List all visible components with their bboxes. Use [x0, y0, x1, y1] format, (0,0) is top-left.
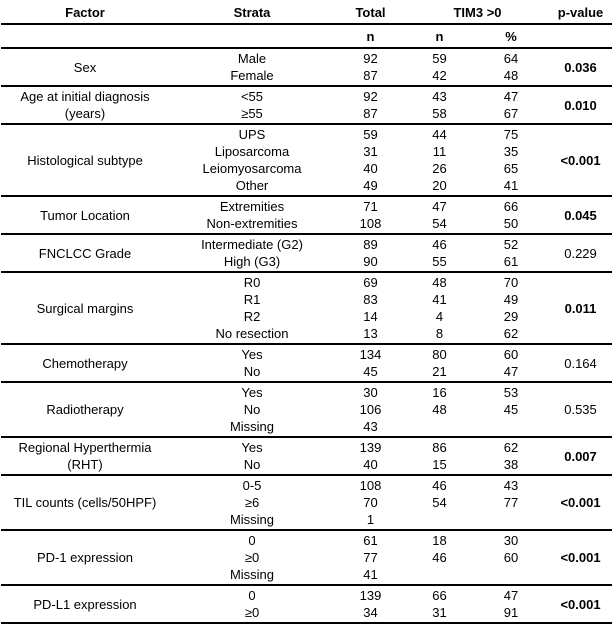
tim3-pct-cell-line: 47 — [503, 588, 519, 603]
total-cell-line: 108 — [359, 478, 382, 493]
tim3-pct-cell-line — [473, 511, 549, 528]
tim3-pct-cell — [473, 272, 549, 344]
pvalue-cell: 0.007 — [564, 448, 597, 464]
tim3-n-cell-line: 48 — [432, 275, 447, 290]
total-cell — [335, 86, 406, 124]
pvalue-cell: <0.001 — [560, 152, 601, 168]
tim3-n-cell — [406, 530, 473, 585]
pvalue-cell: 0.045 — [564, 207, 597, 223]
tim3-pct-cell-line — [473, 566, 549, 583]
tim3-pct-cell-line: 30 — [503, 533, 519, 548]
subheader-total-n: n — [366, 29, 375, 44]
strata-cell — [169, 196, 335, 234]
strata-cell-line: ≥6 — [244, 495, 260, 510]
tim3-n-cell-line: 42 — [432, 68, 447, 83]
strata-cell-line: Yes — [241, 347, 263, 362]
total-cell — [335, 382, 406, 437]
tim3-pct-cell — [473, 437, 549, 475]
strata-cell-line: Intermediate (G2) — [201, 237, 303, 252]
tim3-pct-cell-line: 47 — [503, 89, 519, 104]
table-row — [1, 344, 612, 382]
tim3-n-cell-line: 4 — [435, 309, 444, 324]
tim3-pct-cell-line: 67 — [503, 106, 519, 121]
tim3-pct-cell — [473, 475, 549, 530]
factor-cell: PD-1 expression — [36, 550, 134, 565]
tim3-pct-cell-line: 47 — [503, 364, 519, 379]
total-cell-line: 1 — [366, 512, 375, 527]
strata-cell-line: Missing — [229, 567, 275, 582]
table-body — [1, 48, 612, 623]
subheader-tim3-n: n — [435, 29, 444, 44]
total-cell-line: 34 — [363, 605, 378, 620]
tim3-pct-cell-line: 65 — [503, 161, 519, 176]
pvalue-cell: <0.001 — [560, 596, 601, 612]
tim3-pct-cell-line: 50 — [503, 216, 519, 231]
strata-cell-line: High (G3) — [223, 254, 281, 269]
total-cell-line: 87 — [363, 68, 378, 83]
tim3-n-cell-line: 43 — [432, 89, 447, 104]
table-row — [1, 475, 612, 530]
total-cell — [335, 124, 406, 196]
tim3-n-cell — [406, 124, 473, 196]
factor-cell: FNCLCC Grade — [38, 245, 132, 261]
total-cell-line: 13 — [363, 326, 378, 341]
tim3-n-cell-line: 46 — [432, 478, 447, 493]
total-cell-line: 87 — [363, 106, 378, 121]
tim3-n-cell-line: 26 — [432, 161, 447, 176]
strata-cell-line: Leiomyosarcoma — [202, 161, 302, 176]
tim3-pct-cell — [473, 585, 549, 623]
tim3-pct-cell-line: 45 — [503, 402, 519, 417]
total-cell-line: 108 — [359, 216, 382, 231]
strata-cell — [169, 382, 335, 437]
tim3-pct-cell-line — [473, 418, 549, 435]
total-cell-line: 92 — [363, 89, 378, 104]
strata-cell — [169, 475, 335, 530]
tim3-n-cell-line: 15 — [432, 457, 447, 472]
tim3-n-cell-line: 86 — [432, 440, 447, 455]
header-pvalue: p-value — [557, 5, 604, 20]
strata-cell-line: UPS — [238, 127, 266, 142]
tim3-pct-cell-line: 61 — [503, 254, 519, 269]
factor-cell: Age at initial diagnosis (years) — [20, 89, 150, 121]
tim3-pct-cell-line: 43 — [503, 478, 519, 493]
tim3-pct-cell-line: 64 — [503, 51, 519, 66]
tim3-n-cell-line: 18 — [432, 533, 447, 548]
pvalue-cell: 0.535 — [564, 402, 597, 417]
tim3-n-cell-line: 46 — [432, 550, 447, 565]
tim3-pct-cell — [473, 196, 549, 234]
tim3-n-cell-line — [406, 566, 473, 583]
tim3-n-cell — [406, 48, 473, 86]
total-cell-line: 40 — [363, 161, 378, 176]
total-cell-line: 89 — [363, 237, 378, 252]
tim3-pct-cell-line: 91 — [503, 605, 519, 620]
factor-cell: Histological subtype — [27, 152, 143, 168]
pvalue-cell: 0.036 — [564, 59, 597, 75]
strata-cell-line: No — [243, 457, 261, 472]
tim3-n-cell-line: 66 — [432, 588, 447, 603]
subheader-tim3-pct: % — [505, 29, 517, 44]
strata-cell-line: Missing — [229, 419, 275, 434]
total-cell-line: 40 — [363, 457, 378, 472]
table-row — [1, 530, 612, 585]
total-cell-line: 71 — [363, 199, 378, 214]
header-tim3: TIM3 >0 — [453, 5, 502, 20]
strata-cell-line: ≥0 — [244, 605, 260, 620]
tim3-n-cell-line — [406, 418, 473, 435]
tim3-pct-cell-line: 48 — [503, 68, 519, 83]
strata-cell-line: ≥55 — [241, 106, 263, 121]
tim3-n-cell — [406, 475, 473, 530]
pvalue-cell: 0.164 — [564, 355, 597, 371]
table-row — [1, 86, 612, 124]
strata-cell-line: R0 — [243, 275, 261, 290]
header-total: Total — [355, 5, 386, 20]
tim3-n-cell-line: 48 — [432, 402, 447, 417]
total-cell — [335, 437, 406, 475]
total-cell — [335, 475, 406, 530]
subheader-row — [1, 24, 612, 48]
tim3-pct-cell — [473, 344, 549, 382]
strata-cell-line: R1 — [243, 292, 261, 307]
pvalue-cell: <0.001 — [560, 495, 601, 510]
total-cell-line: 49 — [363, 178, 378, 193]
total-cell-line: 41 — [363, 567, 378, 582]
strata-cell — [169, 234, 335, 272]
strata-cell-line: Yes — [241, 440, 263, 455]
total-cell-line: 59 — [363, 127, 378, 142]
tim3-n-cell-line — [406, 511, 473, 528]
tim3-n-cell — [406, 437, 473, 475]
total-cell-line: 139 — [359, 588, 382, 603]
tim3-n-cell-line: 8 — [435, 326, 444, 341]
total-cell-line: 83 — [363, 292, 378, 307]
tim3-pct-cell-line: 62 — [503, 440, 519, 455]
tim3-pct-cell — [473, 382, 549, 437]
table-row — [1, 124, 612, 196]
total-cell — [335, 272, 406, 344]
total-cell — [335, 48, 406, 86]
total-cell — [335, 585, 406, 623]
strata-cell-line: Male — [237, 51, 267, 66]
factor-cell: Surgical margins — [36, 300, 134, 316]
total-cell — [335, 234, 406, 272]
tim3-n-cell-line: 20 — [432, 178, 447, 193]
tim3-n-cell-line: 44 — [432, 127, 447, 142]
factor-cell: TIL counts (cells/50HPF) — [13, 495, 157, 510]
total-cell-line: 70 — [363, 495, 378, 510]
total-cell-line: 31 — [363, 144, 378, 159]
total-cell-line: 106 — [359, 402, 382, 417]
strata-cell — [169, 124, 335, 196]
tim3-pct-cell-line: 60 — [503, 347, 519, 362]
factor-cell: PD-L1 expression — [33, 596, 137, 612]
total-cell-line: 45 — [363, 364, 378, 379]
tim3-n-cell — [406, 272, 473, 344]
strata-cell-line: Missing — [229, 512, 275, 527]
strata-cell-line: 0 — [248, 588, 256, 603]
strata-cell-line: <55 — [240, 89, 264, 104]
tim3-pct-cell-line: 49 — [503, 292, 519, 307]
tim3-pct-cell-line: 35 — [503, 144, 519, 159]
pvalue-cell: 0.229 — [564, 245, 597, 261]
strata-cell-line: Yes — [241, 385, 263, 400]
tim3-association-table — [1, 1, 612, 624]
total-cell-line: 139 — [359, 440, 382, 455]
pvalue-cell: 0.010 — [564, 97, 597, 113]
total-cell-line: 43 — [363, 419, 378, 434]
total-cell-line: 134 — [359, 347, 382, 362]
strata-cell-line: 0 — [248, 533, 256, 548]
total-cell-line: 90 — [363, 254, 378, 269]
strata-cell — [169, 272, 335, 344]
strata-cell — [169, 437, 335, 475]
tim3-n-cell — [406, 382, 473, 437]
tim3-pct-cell-line: 70 — [503, 275, 519, 290]
table-row — [1, 272, 612, 344]
strata-cell-line: Female — [230, 68, 274, 83]
tim3-pct-cell — [473, 234, 549, 272]
strata-cell — [169, 86, 335, 124]
tim3-n-cell-line: 21 — [432, 364, 447, 379]
tim3-pct-cell-line: 62 — [503, 326, 519, 341]
factor-cell: Tumor Location — [40, 207, 130, 223]
pvalue-cell: 0.011 — [564, 300, 597, 316]
tim3-pct-cell — [473, 86, 549, 124]
tim3-pct-cell — [473, 124, 549, 196]
tim3-n-cell — [406, 196, 473, 234]
total-cell — [335, 530, 406, 585]
tim3-n-cell-line: 54 — [432, 495, 447, 510]
strata-cell — [169, 344, 335, 382]
strata-cell-line: No resection — [215, 326, 289, 341]
total-cell-line: 14 — [363, 309, 378, 324]
strata-cell-line: 0-5 — [242, 478, 262, 493]
table-row — [1, 196, 612, 234]
tim3-n-cell-line: 16 — [432, 385, 447, 400]
total-cell-line: 30 — [363, 385, 378, 400]
table-row — [1, 48, 612, 86]
table-row — [1, 437, 612, 475]
total-cell — [335, 344, 406, 382]
header-row — [1, 1, 612, 24]
strata-cell — [169, 585, 335, 623]
tim3-n-cell-line: 46 — [432, 237, 447, 252]
strata-cell — [169, 530, 335, 585]
tim3-n-cell — [406, 344, 473, 382]
tim3-n-cell — [406, 86, 473, 124]
tim3-n-cell-line: 80 — [432, 347, 447, 362]
factor-cell: Chemotherapy — [42, 355, 128, 371]
strata-cell-line: No — [243, 402, 261, 417]
tim3-pct-cell-line: 29 — [503, 309, 519, 324]
tim3-n-cell-line: 55 — [432, 254, 447, 269]
factor-cell: Regional Hyperthermia (RHT) — [18, 440, 152, 472]
tim3-pct-cell — [473, 530, 549, 585]
tim3-pct-cell-line: 75 — [503, 127, 519, 142]
strata-cell-line: Other — [235, 178, 269, 193]
header-factor: Factor — [65, 5, 105, 20]
tim3-n-cell-line: 59 — [432, 51, 447, 66]
total-cell-line: 61 — [363, 533, 378, 548]
total-cell-line: 77 — [363, 550, 378, 565]
tim3-pct-cell-line: 52 — [503, 237, 519, 252]
tim3-pct-cell-line: 41 — [503, 178, 519, 193]
tim3-pct-cell-line: 77 — [503, 495, 519, 510]
header-strata: Strata — [233, 5, 271, 20]
table-row — [1, 234, 612, 272]
tim3-pct-cell-line: 38 — [503, 457, 519, 472]
strata-cell-line: ≥0 — [244, 550, 260, 565]
pvalue-cell: <0.001 — [560, 550, 601, 565]
tim3-pct-cell-line: 53 — [503, 385, 519, 400]
total-cell-line: 92 — [363, 51, 378, 66]
strata-cell-line: Liposarcoma — [214, 144, 290, 159]
total-cell — [335, 196, 406, 234]
strata-cell-line: No — [243, 364, 261, 379]
strata-cell — [169, 48, 335, 86]
tim3-n-cell-line: 11 — [432, 144, 447, 159]
factor-cell: Radiotherapy — [46, 402, 124, 417]
tim3-pct-cell-line: 60 — [503, 550, 519, 565]
total-cell-line: 69 — [363, 275, 378, 290]
tim3-n-cell — [406, 585, 473, 623]
tim3-n-cell-line: 47 — [432, 199, 447, 214]
strata-cell-line: Non-extremities — [206, 216, 298, 231]
tim3-pct-cell — [473, 48, 549, 86]
tim3-n-cell-line: 54 — [432, 216, 447, 231]
tim3-n-cell — [406, 234, 473, 272]
tim3-n-cell-line: 58 — [432, 106, 447, 121]
strata-cell-line: R2 — [243, 309, 261, 324]
strata-cell-line: Extremities — [219, 199, 285, 214]
tim3-n-cell-line: 31 — [432, 605, 447, 620]
table-row — [1, 382, 612, 437]
table-row — [1, 585, 612, 623]
tim3-n-cell-line: 41 — [432, 292, 447, 307]
tim3-pct-cell-line: 66 — [503, 199, 519, 214]
factor-cell: Sex — [73, 59, 97, 75]
